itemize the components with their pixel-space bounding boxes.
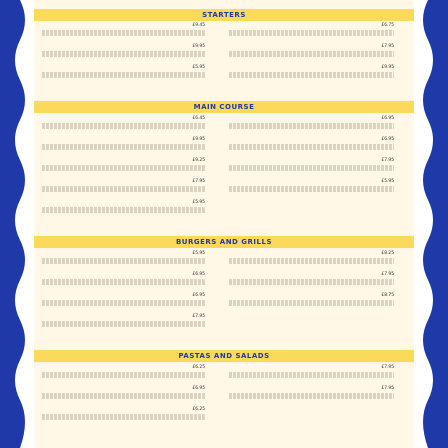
item-price: £9.95	[192, 137, 205, 142]
item-description	[229, 393, 394, 399]
item-description	[229, 72, 394, 78]
item-price: £6.25	[192, 365, 205, 370]
item-price: £6.45	[192, 116, 205, 121]
item-description	[229, 279, 394, 285]
item-description	[229, 123, 394, 129]
item-description	[42, 165, 205, 171]
item-description	[42, 186, 205, 192]
section-header-pastas-and-salads	[34, 350, 414, 362]
item-description	[229, 372, 394, 378]
section-header-main-course	[34, 101, 414, 113]
item-price: £6.25	[192, 407, 205, 412]
right-wavy-border	[414, 0, 448, 448]
item-price: £9.25	[192, 158, 205, 163]
item-description	[42, 51, 205, 57]
item-price: £6.95	[192, 272, 205, 277]
item-description	[229, 300, 394, 306]
item-price: £9.45	[192, 23, 205, 28]
item-price: £5.95	[192, 200, 205, 205]
item-price: £8.75	[381, 293, 394, 298]
menu-panel	[34, 0, 414, 448]
item-price: £6.75	[381, 23, 394, 28]
item-description	[229, 258, 394, 264]
item-description	[42, 72, 205, 78]
section-header-starters	[34, 9, 414, 21]
item-description	[42, 321, 205, 327]
item-description	[42, 258, 205, 264]
item-price: £9.95	[192, 44, 205, 49]
item-price: £6.95	[192, 386, 205, 391]
item-description	[42, 372, 205, 378]
item-description	[229, 51, 394, 57]
item-price: £5.95	[192, 251, 205, 256]
section-title: PASTAS AND SALADS	[178, 352, 270, 360]
section-header-burgers-and-grills	[34, 236, 414, 248]
item-description	[229, 186, 394, 192]
section-title: STARTERS	[202, 11, 246, 19]
item-price: £7.95	[381, 386, 394, 391]
item-description	[42, 279, 205, 285]
item-description	[42, 30, 205, 36]
item-description	[42, 300, 205, 306]
item-price: £7.95	[192, 179, 205, 184]
left-wavy-border	[0, 0, 34, 448]
item-description	[229, 30, 394, 36]
item-price: £6.95	[381, 137, 394, 142]
item-description	[42, 393, 205, 399]
item-price: £8.25	[381, 251, 394, 256]
item-price: £6.95	[381, 116, 394, 121]
item-price: £9.95	[381, 65, 394, 70]
item-price: £5.95	[192, 65, 205, 70]
item-price: £7.95	[381, 44, 394, 49]
item-price: £6.95	[192, 293, 205, 298]
item-description	[229, 165, 394, 171]
item-price: £7.95	[381, 365, 394, 370]
item-description	[229, 144, 394, 150]
section-title: MAIN COURSE	[193, 103, 255, 111]
item-price: £7.95	[381, 158, 394, 163]
item-description	[42, 144, 205, 150]
item-price: £5.95	[381, 179, 394, 184]
item-description	[42, 414, 205, 420]
item-description	[42, 123, 205, 129]
item-description	[42, 207, 205, 213]
section-title: BURGERS AND GRILLS	[175, 238, 273, 246]
item-price: £7.95	[381, 272, 394, 277]
item-price: £7.95	[192, 314, 205, 319]
